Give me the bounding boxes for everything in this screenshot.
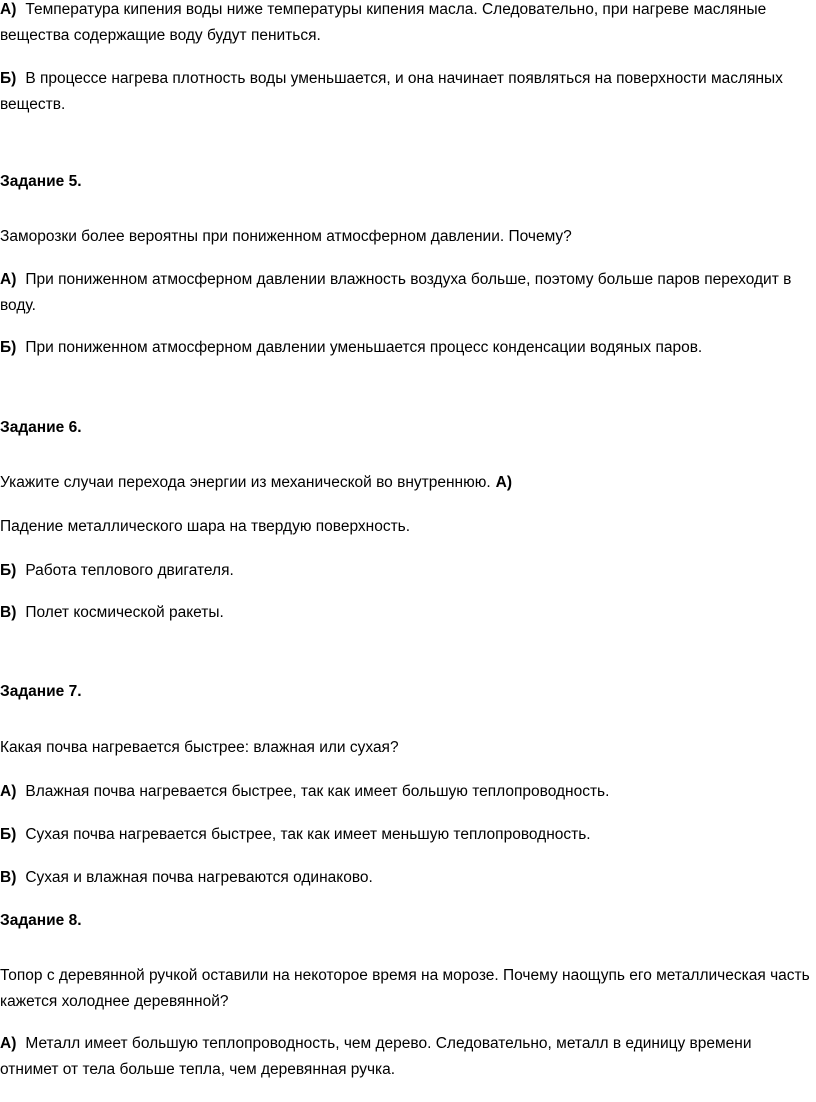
task-heading: Задание 8. [0, 912, 82, 929]
task-heading: Задание 7. [0, 683, 82, 700]
answer-a [0, 1031, 814, 1083]
answer-label: А) [0, 783, 17, 800]
answer-text: Влажная почва нагревается быстрее, так как имеет большую теплопроводность. [25, 783, 610, 800]
answer-label: В) [0, 604, 17, 621]
answer-a-text: Падение металлического шара на твердую поверхность. [0, 518, 411, 535]
task-heading: Задание 6. [0, 419, 82, 436]
answer-b [0, 66, 814, 118]
answer-label: А) [495, 474, 513, 491]
answer-c [0, 865, 814, 891]
answer-text: Металл имеет большую теплопроводность, чем дерево. Следовательно, металл в единицу времени отнимет от тела больше тепла, чем деревянная ручка. [0, 1035, 752, 1078]
answer-label: Б) [0, 339, 17, 356]
task-heading: Задание 5. [0, 173, 82, 190]
answer-label: Б) [0, 562, 17, 579]
answer-text: При пониженном атмосферном давлении уменьшается процесс конденсации водяных паров. [25, 339, 703, 356]
answer-c [0, 600, 814, 626]
answer-text: Полет космической ракеты. [25, 604, 224, 621]
answer-a [0, 0, 814, 49]
task-question [0, 470, 814, 496]
answer-a [0, 779, 814, 805]
answer-label: А) [0, 1035, 17, 1052]
answer-label: А) [0, 271, 17, 288]
answer-a [0, 267, 814, 319]
task-question: Какая почва нагревается быстрее: влажная или сухая? [0, 739, 399, 756]
task-question: Заморозки более вероятны при пониженном атмосферном давлении. Почему? [0, 228, 572, 245]
answer-text: Сухая и влажная почва нагреваются одинаково. [25, 869, 373, 886]
answer-label: В) [0, 869, 17, 886]
answer-label: Б) [0, 70, 17, 87]
task-question: Топор с деревянной ручкой оставили на некоторое время на морозе. Почему наощупь его металлическая часть кажется холоднее деревянной? [0, 967, 810, 1010]
question-text: Укажите случаи перехода энергии из механической во внутреннюю. [0, 474, 491, 491]
answer-text: Температура кипения воды ниже температуры кипения масла. Следовательно, при нагреве масляные вещества содержащие воду будут пениться. [0, 1, 767, 44]
answer-text: Сухая почва нагревается быстрее, так как имеет меньшую теплопроводность. [25, 826, 591, 843]
answer-text: Работа теплового двигателя. [25, 562, 234, 579]
answer-b [0, 822, 814, 848]
answer-b [0, 335, 814, 361]
answer-label: А) [0, 1, 17, 18]
answer-text: В процессе нагрева плотность воды уменьшается, и она начинает появляться на поверхности масляных веществ. [0, 70, 783, 113]
answer-label: Б) [0, 826, 17, 843]
answer-text: При пониженном атмосферном давлении влажность воздуха больше, поэтому больше паров переходит в воду. [0, 271, 792, 314]
answer-b [0, 558, 814, 584]
